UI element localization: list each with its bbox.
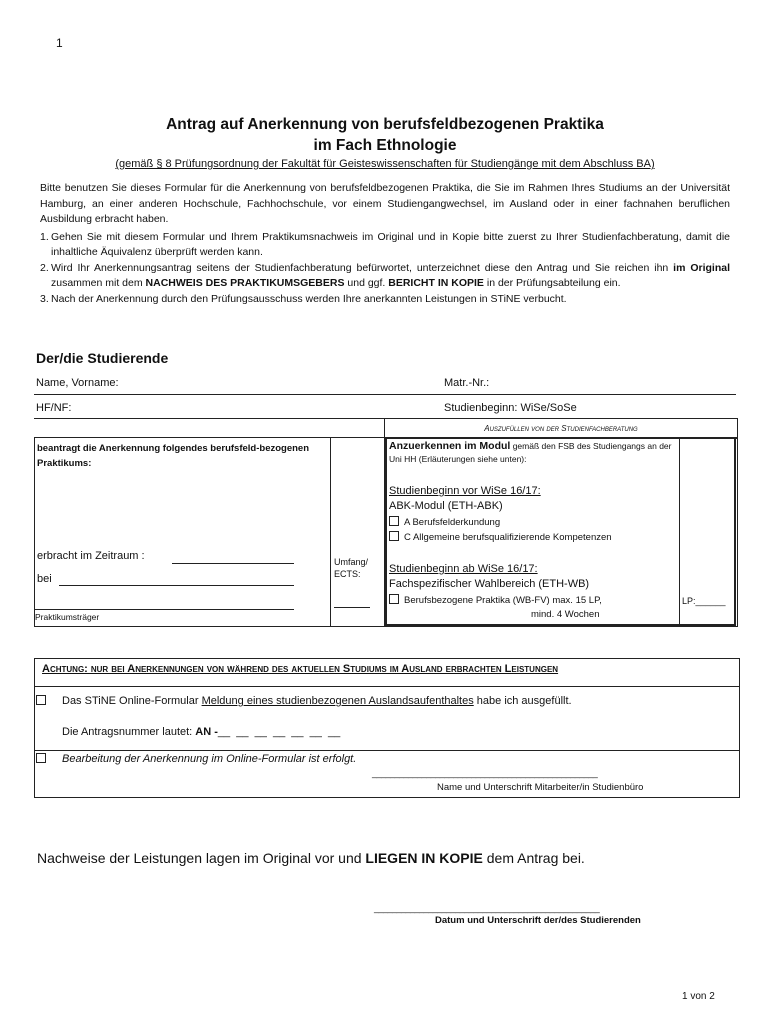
table-divider [734,437,736,626]
before-heading: Studienbeginn vor WiSe 16/17: [389,485,541,497]
studienbeginn-label: Studienbeginn: WiSe/SoSe [444,402,577,414]
option-wb-2: mind. 4 Wochen [531,609,600,620]
advisor-header: Auszufüllen von der Studienfachberatung [484,424,638,433]
step-number: 2. [40,261,49,274]
online-form-link[interactable]: Meldung eines studienbezogenen Auslandsaufenthaltes [201,695,474,707]
online-form-text-a: Das STiNE Online-Formular [62,695,202,707]
step-number: 3. [40,292,49,305]
table-divider [679,437,680,626]
instruction-step-3 [40,292,730,308]
before-module: ABK-Modul (ETH-ABK) [389,500,503,512]
traeger-field[interactable] [35,609,294,610]
advisor-header-box [384,418,738,439]
checkbox[interactable] [36,753,46,763]
module-instruction [389,440,677,466]
step-text: Wird Ihr Anerkennungsantrag seitens der Studienfachberatung befürwortet, unterzeichnet diese den Antrag und Sie reichen ihn [51,261,674,274]
closing-statement [37,850,585,866]
table-divider [385,624,736,626]
closing-text-b: dem Antrag bei. [482,850,585,866]
praktikumstraeger-label: Praktikumsträger [35,612,100,622]
step-emphasis: im Original [673,261,730,274]
antrag-label: Die Antragsnummer lautet: [62,726,196,738]
option-a[interactable] [389,516,500,528]
intro-paragraph: Bitte benutzen Sie dieses Formular für die Anerkennung von berufsfeldbezogenen Praktika, die Sie im Rahmen Ihres Studiums an der Universität Hamburg, an einer anderen Hochschule, Fachhochschule, vor einem Studiengangwechsel, im Ausland oder in einer fachnahen beruflichen Ausbildung erbracht haben. [40,182,730,225]
processed-text: Bearbeitung der Anerkennung im Online-Formular ist erfolgt. [62,753,357,765]
checkbox[interactable] [36,695,46,705]
student-signature-line[interactable]: __________________________________________________ [374,903,600,913]
option-wb[interactable] [389,594,602,606]
bei-field[interactable] [59,585,294,586]
after-module: Fachspezifischer Wahlbereich (ETH-WB) [389,578,590,590]
umfang-field[interactable] [334,607,370,608]
request-title: beantragt die Anerkennung folgendes berufsfeld-bezogenen Praktikums: [37,443,310,469]
step-text: in der Prüfungsabteilung ein. [483,277,621,289]
option-a-label: A Berufsfelderkundung [404,517,501,528]
option-c-label: C Allgemeine berufsqualifizierende Kompetenzen [404,532,612,543]
notice-heading: Achtung: nur bei Anerkennungen von während des aktuellen Studiums im Ausland erbrachten Leistungen [42,663,559,675]
bei-label: bei [37,573,52,585]
staff-signature-line[interactable]: __________________________________________________ [372,768,598,778]
document-subtitle: (gemäß § 8 Prüfungsordnung der Fakultät für Geisteswissenschaften für Studiengänge mit dem Abschluss BA) [115,158,655,170]
step-text: und ggf. [344,277,389,289]
step-text: Nach der Anerkennung durch den Prüfungsausschuss werden Ihre anerkannten Leistungen in STiNE verbucht. [51,292,567,305]
erbracht-label: erbracht im Zeitraum : [37,550,145,562]
module-instruction-bold: Anzuerkennen im Modul [389,440,511,452]
table-divider [385,437,735,439]
option-c[interactable] [389,531,612,543]
umfang-label: Umfang/ ECTS: [334,557,369,579]
student-signature-label: Datum und Unterschrift der/des Studierenden [435,915,641,926]
checkbox[interactable] [389,516,399,526]
option-wb-label: Berufsbezogene Praktika (WB-FV) max. 15 LP, [404,595,602,606]
student-section-heading: Der/die Studierende [36,350,169,366]
instruction-step-1 [40,230,730,261]
notice-divider [34,686,740,687]
staff-signature-label: Name und Unterschrift Mitarbeiter/in Studienbüro [437,782,644,793]
step-emphasis: NACHWEIS DES PRAKTIKUMSGEBERS [145,277,345,289]
document-title-line1: Antrag auf Anerkennung von berufsfeldbezogenen Praktika [166,116,604,133]
document-title-line2: im Fach Ethnologie [313,137,457,154]
step-text: Gehen Sie mit diesem Formular und Ihrem Praktikumsnachweis im Original und in Kopie bitte zuerst zu Ihrer Studienfachberatung, damit die inhaltliche Äquivalenz überprüft werden kann. [51,230,730,258]
page-number: 1 [56,36,63,50]
online-form-text-b: habe ich ausgefüllt. [473,695,572,707]
name-label: Name, Vorname: [36,377,119,389]
antrag-number [62,726,340,738]
name-field-line[interactable] [34,394,736,395]
online-form-text [62,695,572,707]
instruction-step-2 [40,261,730,292]
antrag-prefix: AN - [195,726,218,738]
table-divider [385,437,387,626]
matr-label: Matr.-Nr.: [444,377,490,389]
step-emphasis: BERICHT IN KOPIE [388,277,484,289]
intro-section [40,181,730,307]
footer-page-number: 1 von 2 [682,991,715,1002]
hf-nf-label: HF/NF: [36,402,72,414]
closing-text-a: Nachweise der Leistungen lagen im Original vor und [37,850,366,866]
checkbox[interactable] [389,531,399,541]
processed-item[interactable] [36,753,51,765]
instruction-list [40,230,730,308]
step-number: 1. [40,230,49,243]
after-heading: Studienbeginn ab WiSe 16/17: [389,563,538,575]
antrag-number-field[interactable]: __ __ __ __ __ __ __ [217,726,341,738]
online-form-item[interactable] [36,695,51,707]
zeitraum-field[interactable] [172,563,294,564]
closing-emphasis: LIEGEN IN KOPIE [365,850,483,866]
step-text: zusammen mit dem [51,277,146,289]
checkbox[interactable] [389,594,399,604]
lp-field[interactable]: LP:______ [682,596,726,606]
notice-divider [34,750,740,751]
table-divider [330,437,331,626]
module-instruction-text: gemäß den FSB des Studiengangs an der Uni HH (Erläuterungen siehe unten): [389,441,672,464]
